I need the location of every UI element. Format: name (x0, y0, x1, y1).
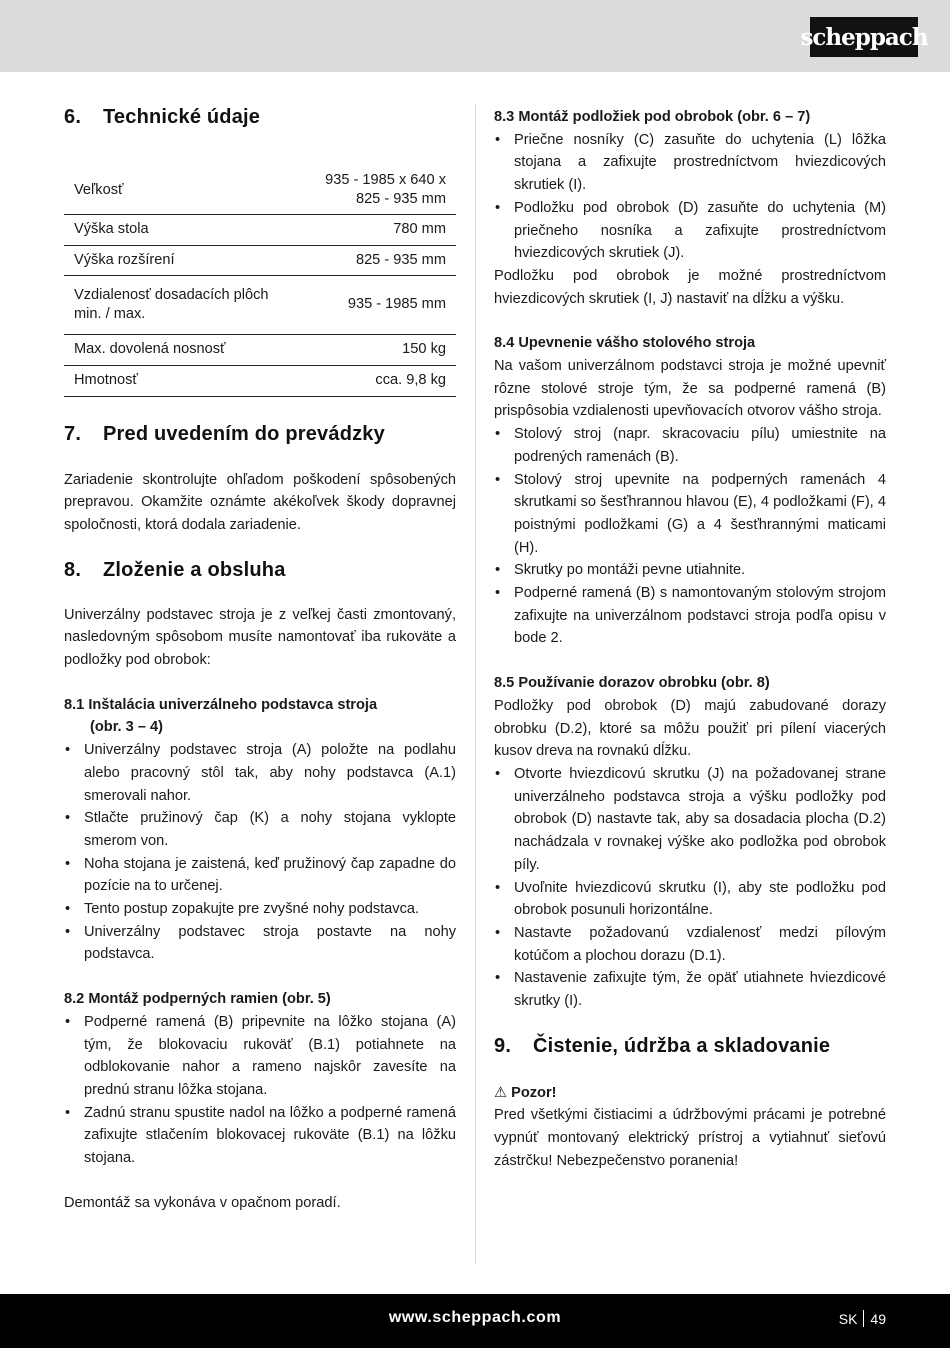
warning-heading (494, 1082, 886, 1105)
list-item: • Nastavenie zafixujte tým, že opäť utiahnete hviezdicové skrutky (I). (494, 967, 886, 1012)
subsection-title: 8.1 Inštalácia univerzálneho podstavca stroja (64, 696, 378, 713)
list-item: • Zadnú stranu spustite nadol na lôžko a podperné ramená zafixujte stlačením blokovacej rukoväte (B.1) na lôžku stojana. (64, 1102, 456, 1170)
section-8-intro: Univerzálny podstavec stroja je z veľkej časti zmontovaný, nasledovným spôsobom musíte namontovať iba rukoväte a podložky pod obrobok: (64, 606, 456, 669)
spec-label: Vzdialenosť dosadacích plôch min. / max. (64, 275, 301, 334)
subsection-8-5-list (494, 763, 886, 1013)
warning-title: Pozor! (511, 1084, 557, 1101)
warning-text: Pred všetkými čistiacimi a údržbovými prácami je potrebné vypnúť montovaný elektrický prístroj a vytiahnuť sieťovú zástrčku! Nebezpečenstvo poranenia! (494, 1107, 886, 1169)
list-item: • Skrutky po montáži pevne utiahnite. (494, 559, 886, 582)
footer-bar (0, 1294, 950, 1348)
subsection-8-5-heading: 8.5 Používanie dorazov obrobku (obr. 8) (494, 675, 770, 692)
language-code: SK (838, 1311, 858, 1327)
list-item: • Univerzálny podstavec stroja (A) položte na podlahu alebo pracovný stôl tak, aby nohy podstavca (A.1) smerovali nahor. (64, 739, 456, 807)
separator (863, 1310, 864, 1327)
section-9-heading (494, 1035, 886, 1058)
table-row (64, 365, 456, 396)
website-url: www.scheppach.com (388, 1309, 562, 1326)
spec-label: Hmotnosť (64, 365, 301, 396)
spec-label: Veľkosť (64, 167, 301, 214)
table-row (64, 334, 456, 365)
subsection-8-4-heading: 8.4 Upevnenie vášho stolového stroja (494, 335, 756, 352)
section-6-heading (64, 106, 456, 129)
section-7-heading (64, 423, 456, 446)
section-title: Zloženie a obsluha (103, 558, 286, 581)
spec-label: Výška stola (64, 214, 301, 245)
spec-table (64, 167, 456, 397)
spec-label: Max. dovolená nosnosť (64, 334, 301, 365)
section-title: Čistenie, údržba a skladovanie (533, 1034, 831, 1057)
spec-value: 825 - 935 mm (301, 245, 456, 275)
list-item: • Podložku pod obrobok (D) zasuňte do uchytenia (M) priečneho nosníka a zafixujte prostredníctvom hviezdicových skrutiek (J). (494, 197, 886, 265)
right-column (494, 106, 886, 1173)
section-8-heading (64, 559, 456, 582)
table-row (64, 214, 456, 245)
list-item: • Uvoľnite hviezdicovú skrutku (I), aby ste podložku pod obrobok posunuli horizontálne. (494, 877, 886, 922)
subsection-8-5-intro: Podložky pod obrobok (D) majú zabudované dorazy obrobku (D.2), ktoré sa môžu použiť pri pílení viacerých kusov dreva na rovnakú dĺžku. (494, 697, 886, 760)
list-item: • Univerzálny podstavec stroja postavte na nohy podstavca. (64, 921, 456, 966)
subsection-8-4-intro: Na vašom univerzálnom podstavci stroja je možné upevniť rôzne stolové stroje tým, že sa podperné ramená (B) prispôsobia vzdialenosti upevňovacích otvorov vášho stroja. (494, 358, 886, 420)
page-number: 49 (870, 1311, 886, 1327)
subsection-8-1-list (64, 739, 456, 966)
spec-value: 150 kg (301, 334, 456, 365)
section-number: 7. (64, 422, 82, 445)
list-item: • Podperné ramená (B) s namontovaným stolovým strojom zafixujte na univerzálnom podstavci stroja podľa opisu v bode 2. (494, 582, 886, 650)
page-indicator (839, 1310, 886, 1327)
subsection-8-3-list (494, 129, 886, 265)
section-title: Pred uvedením do prevádzky (103, 422, 385, 445)
section-7-text: Zariadenie skontrolujte ohľadom poškodení spôsobených prepravou. Okamžite oznámte akékoľvek škody dopravnej spoločnosti, ktorá dodala zariadenie. (64, 471, 456, 533)
list-item: • Tento postup zopakujte pre zvyšné nohy podstavca. (64, 898, 456, 921)
table-row (64, 245, 456, 275)
list-item: • Stolový stroj upevnite na podperných ramenách 4 skrutkami so šesťhrannou hlavou (E), 4 podložkami (F), 4 poistnými podložkami (G) a 4 šesťhrannými maticami (H). (494, 469, 886, 560)
subsection-8-2-outro: Demontáž sa vykonáva v opačnom poradí. (64, 1194, 341, 1211)
list-item: • Priečne nosníky (C) zasuňte do uchytenia (L) lôžka stojana a zafixujte prostredníctvom hviezdicových skrutiek (I). (494, 129, 886, 197)
left-column (64, 106, 456, 1214)
spec-value: 935 - 1985 mm (301, 275, 456, 334)
spec-value: 780 mm (301, 214, 456, 245)
subsection-8-1-heading (64, 694, 456, 739)
subsection-8-2-list (64, 1011, 456, 1170)
list-item: • Podperné ramená (B) pripevnite na lôžko stojana (A) tým, že blokovaciu rukoväť (B.1) potiahnete na odblokovanie nahor a rameno najskôr zavesíte na prednú stranu lôžka stojana. (64, 1011, 456, 1102)
section-number: 9. (494, 1034, 512, 1057)
header-bar (0, 0, 950, 72)
list-item: • Noha stojana je zaistená, keď pružinový čap zapadne do pozície na to určenej. (64, 853, 456, 898)
subsection-8-3-outro: Podložku pod obrobok je možné prostredníctvom hviezdicových skrutiek (I, J) nastaviť na dĺžku a výšku. (494, 267, 886, 307)
section-title: Technické údaje (103, 106, 261, 128)
spec-value: cca. 9,8 kg (301, 365, 456, 396)
spec-value: 935 - 1985 x 640 x 825 - 935 mm (301, 167, 456, 214)
subsection-8-4-list (494, 423, 886, 650)
spec-label: Výška rozšírení (64, 245, 301, 275)
list-item: • Stlačte pružinový čap (K) a nohy stojana vyklopte smerom von. (64, 807, 456, 852)
table-row (64, 167, 456, 214)
subsection-8-2-heading: 8.2 Montáž podperných ramien (obr. 5) (64, 991, 331, 1008)
list-item: • Nastavte požadovanú vzdialenosť medzi pílovým kotúčom a plochou dorazu (D.1). (494, 922, 886, 967)
section-number: 8. (64, 558, 82, 581)
scheppach-logo: scheppach (810, 17, 918, 57)
table-row (64, 275, 456, 334)
warning-icon: ⚠ (494, 1084, 508, 1101)
column-divider (475, 104, 476, 1264)
list-item: • Otvorte hviezdicovú skrutku (J) na požadovanej strane univerzálneho podstavca stroja a výšku podložky pod obrobok (D) nastavte tak, aby sa dosadacia plocha (D.2) nachádzala v rovnakej výške ako podložka pod obrobok píly. (494, 763, 886, 877)
list-item: • Stolový stroj (napr. skracovaciu pílu) umiestnite na podrených ramenách (B). (494, 423, 886, 468)
subsection-8-3-heading: 8.3 Montáž podložiek pod obrobok (obr. 6 – 7) (494, 109, 811, 125)
subsection-title-cont: (obr. 3 – 4) (90, 719, 163, 736)
section-number: 6. (64, 106, 82, 128)
